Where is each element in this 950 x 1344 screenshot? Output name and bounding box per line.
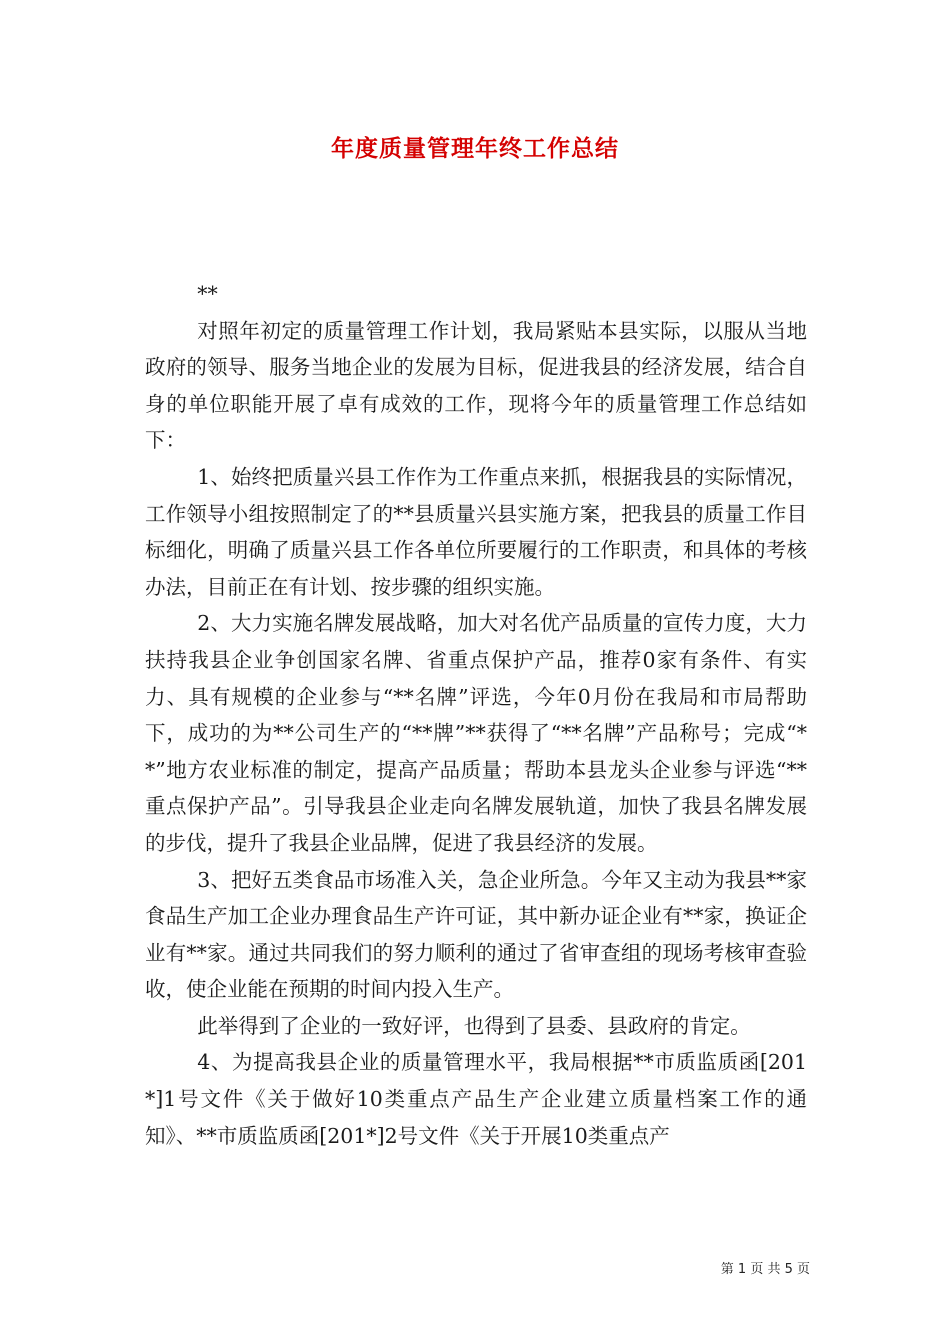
- document-title: 年度质量管理年终工作总结: [331, 136, 619, 162]
- page-number: 第 1 页 共 5 页: [720, 1262, 810, 1277]
- paragraph-1: 1、始终把质量兴县工作作为工作重点来抓，根据我县的实际情况，工作领导小组按照制定了的**县质量兴县实施方案，把我县的质量工作目标细化，明确了质量兴县工作各单位所要履行的工作职责，和具体的考核办法，目前正在有计划、按步骤的组织实施。: [145, 464, 807, 599]
- document-body: [145, 276, 807, 1154]
- paragraph-3: 3、把好五类食品市场准入关，急企业所急。今年又主动为我县**家食品生产加工企业办理食品生产许可证，其中新办证企业有**家，换证企业有**家。通过共同我们的努力顺利的通过了省审查组的现场考核审查验收，使企业能在预期的时间内投入生产。: [145, 867, 807, 1002]
- paragraph-intro: 对照年初定的质量管理工作计划，我局紧贴本县实际，以服从当地政府的领导、服务当地企业的发展为目标，促进我县的经济发展，结合自身的单位职能开展了卓有成效的工作，现将今年的质量管理工作总结如下：: [145, 318, 807, 453]
- paragraph-2: 2、大力实施名牌发展战略，加大对名优产品质量的宣传力度，大力扶持我县企业争创国家名牌、省重点保护产品，推荐0家有条件、有实力、具有规模的企业参与“**名牌”评选，今年0月份在我局和市局帮助下，成功的为**公司生产的“**牌”**获得了“**名牌”产品称号；完成“**”地方农业标准的制定，提高产品质量；帮助本县龙头企业参与评选“**重点保护产品”。引导我县企业走向名牌发展轨道，加快了我县名牌发展的步伐，提升了我县企业品牌，促进了我县经济的发展。: [145, 611, 807, 855]
- salutation: **: [197, 282, 218, 306]
- paragraph-4: 4、为提高我县企业的质量管理水平，我局根据**市质监质函[201*]1号文件《关于做好10类重点产品生产企业建立质量档案工作的通知》、**市质监质函[201*]2号文件《关于开展10类重点产: [145, 1050, 807, 1148]
- paragraph-3-note: 此举得到了企业的一致好评，也得到了县委、县政府的肯定。: [197, 1013, 751, 1038]
